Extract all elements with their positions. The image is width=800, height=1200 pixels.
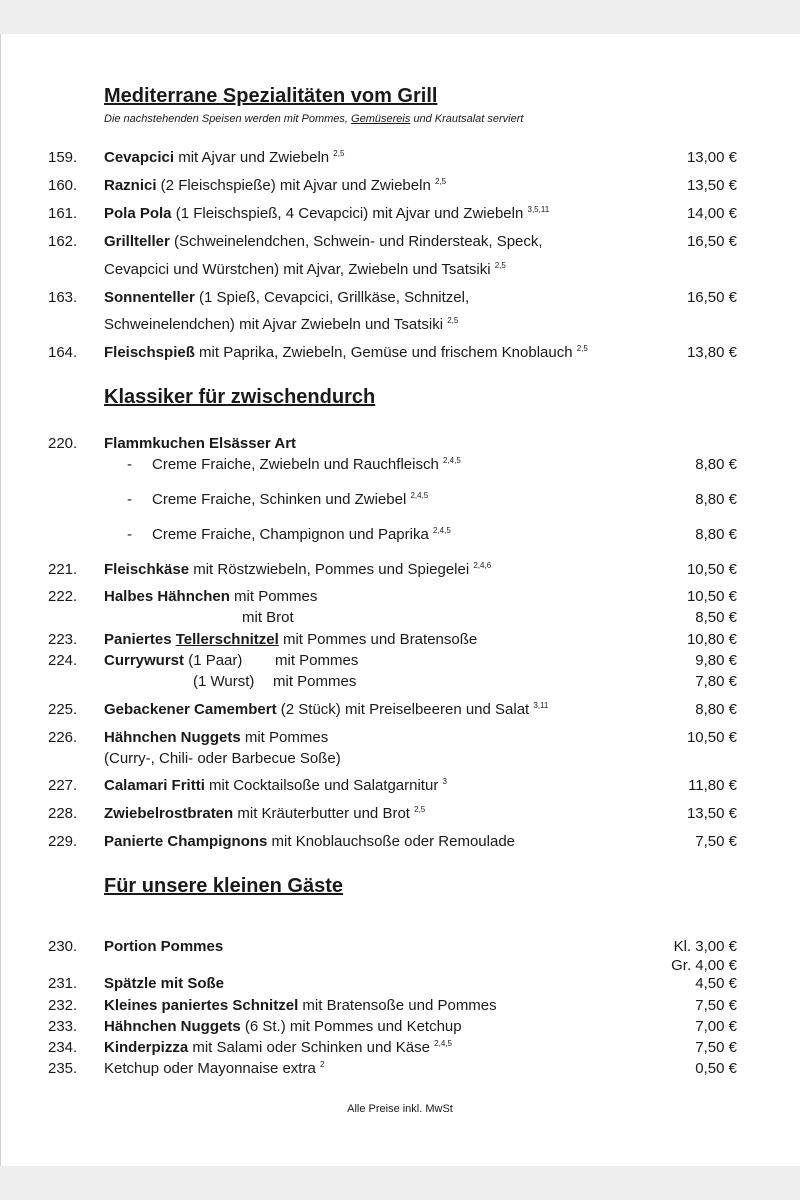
item-224-line2-b: mit Pommes [273,673,357,690]
item-price: 7,50 € [695,997,737,1014]
item-price: 7,50 € [695,833,737,850]
item-161-text: Pola Pola (1 Fleischspieß, 4 Cevapcici) mit Ajvar und Zwiebeln $^{3,5,11}$ [104,205,550,222]
item-price: 4,50 € [695,975,737,992]
item-number: 235. [48,1060,78,1077]
item-162-text-line2: Cevapcici und Würstchen) mit Ajvar, Zwiebeln und Tsatsiki $^{2,5}$ [104,261,506,278]
item-229-text: Panierte Champignons mit Knoblauchsoße oder Remoulade [104,833,515,850]
item-number: 227. [48,777,78,794]
item-226-text: Hähnchen Nuggets mit Pommes [104,729,329,746]
item-220-variant-2: Creme Fraiche, Schinken und Zwiebel $^{2,4,5}$ [152,491,429,508]
item-number: 226. [48,729,78,746]
item-number: 228. [48,805,78,822]
item-price: 10,80 € [686,631,737,648]
item-number: 223. [48,631,78,648]
item-price: 8,50 € [695,609,737,626]
item-226-text-line2: (Curry-, Chili- oder Barbecue Soße) [104,750,341,767]
item-number: 232. [48,997,78,1014]
item-number: 229. [48,833,78,850]
item-price: 16,50 € [686,233,737,250]
item-225-text: Gebackener Camembert (2 Stück) mit Preiselbeeren und Salat $^{3,11}$ [104,701,549,718]
item-price: 8,80 € [695,701,737,718]
item-number: 225. [48,701,78,718]
item-number: 163. [48,289,78,306]
item-price: 13,00 € [686,149,737,166]
item-price: 9,80 € [695,652,737,669]
item-price: 13,50 € [686,177,737,194]
item-163-text: Sonnenteller (1 Spieß, Cevapcici, Grillkäse, Schnitzel, [104,289,470,306]
item-number: 234. [48,1039,78,1056]
item-price: 13,50 € [686,805,737,822]
item-price: 7,00 € [695,1018,737,1035]
item-price: 13,80 € [686,344,737,361]
item-price: 8,80 € [695,456,737,473]
item-price: 7,80 € [695,673,737,690]
item-163-text-line2: Schweinelendchen) mit Ajvar Zwiebeln und Tsatsiki $^{2,5}$ [104,316,459,333]
item-price: Kl. 3,00 € [673,938,737,955]
item-price: 11,80 € [688,777,737,794]
item-159-text: Cevapcici mit Ajvar und Zwiebeln $^{2,5}$ [104,149,345,166]
item-price: 10,50 € [686,588,737,605]
item-222-text-line2: mit Brot [242,609,294,626]
item-price: 10,50 € [686,729,737,746]
item-number: 224. [48,652,78,669]
section-title-grill: Mediterrane Spezialitäten vom Grill [104,85,438,107]
item-number: 231. [48,975,78,992]
item-235-text: Ketchup oder Mayonnaise extra $^2$ [104,1060,325,1077]
variant-dash: - [127,526,132,543]
item-234-text: Kinderpizza mit Salami oder Schinken und Käse $^{2,4,5}$ [104,1039,452,1056]
item-price: 0,50 € [695,1060,737,1077]
item-232-text: Kleines paniertes Schnitzel mit Bratensoße und Pommes [104,997,497,1014]
item-price: 16,50 € [686,289,737,306]
variant-dash: - [127,456,132,473]
item-number: 161. [48,205,78,222]
item-price: 8,80 € [695,491,737,508]
item-220-variant-1: Creme Fraiche, Zwiebeln und Rauchfleisch $^{2,4,5}$ [152,456,461,473]
section-title-klassiker: Klassiker für zwischendurch [104,386,376,408]
item-price: 7,50 € [695,1039,737,1056]
item-160-text: Raznici (2 Fleischspieße) mit Ajvar und Zwiebeln $^{2,5}$ [104,177,447,194]
item-number: 162. [48,233,78,250]
item-number: 222. [48,588,78,605]
variant-dash: - [127,491,132,508]
item-164-text: Fleischspieß mit Paprika, Zwiebeln, Gemüse und frischem Knoblauch $^{2,5}$ [104,344,588,361]
item-number: 160. [48,177,78,194]
item-220-text: Flammkuchen Elsässer Art [104,435,297,452]
item-price: Gr. 4,00 € [671,957,737,974]
item-number: 159. [48,149,78,166]
item-224-line2-a: (1 Wurst) [193,673,255,690]
item-162-text: Grillteller (Schweinelendchen, Schwein- und Rindersteak, Speck, [104,233,543,250]
item-233-text: Hähnchen Nuggets (6 St.) mit Pommes und Ketchup [104,1018,462,1035]
item-223-text: Paniertes Tellerschnitzel mit Pommes und Bratensoße [104,631,478,648]
item-222-text: Halbes Hähnchen mit Pommes [104,588,318,605]
item-224-text-b: mit Pommes [275,652,359,669]
item-230-text: Portion Pommes [104,938,224,955]
item-price: 14,00 € [686,205,737,222]
item-227-text: Calamari Fritti mit Cocktailsoße und Salatgarnitur $^3$ [104,777,447,794]
item-number: 221. [48,561,78,578]
item-221-text: Fleischkäse mit Röstzwiebeln, Pommes und Spiegelei $^{2,4,6}$ [104,561,492,578]
item-number: 233. [48,1018,78,1035]
item-number: 220. [48,435,78,452]
item-224-text: Currywurst (1 Paar) [104,652,243,669]
footer-note: Alle Preise inkl. MwSt [347,1103,453,1115]
item-220-variant-3: Creme Fraiche, Champignon und Paprika $^{2,4,5}$ [152,526,451,543]
item-number: 164. [48,344,78,361]
item-price: 8,80 € [695,526,737,543]
item-number: 230. [48,938,78,955]
item-228-text: Zwiebelrostbraten mit Kräuterbutter und Brot $^{2,5}$ [104,805,426,822]
section-title-kinder: Für unsere kleinen Gäste [104,875,343,897]
section-subtitle-grill: Die nachstehenden Speisen werden mit Pommes, Gemüsereis und Krautsalat serviert [104,113,524,125]
item-price: 10,50 € [686,561,737,578]
item-231-text: Spätzle mit Soße [104,975,225,992]
